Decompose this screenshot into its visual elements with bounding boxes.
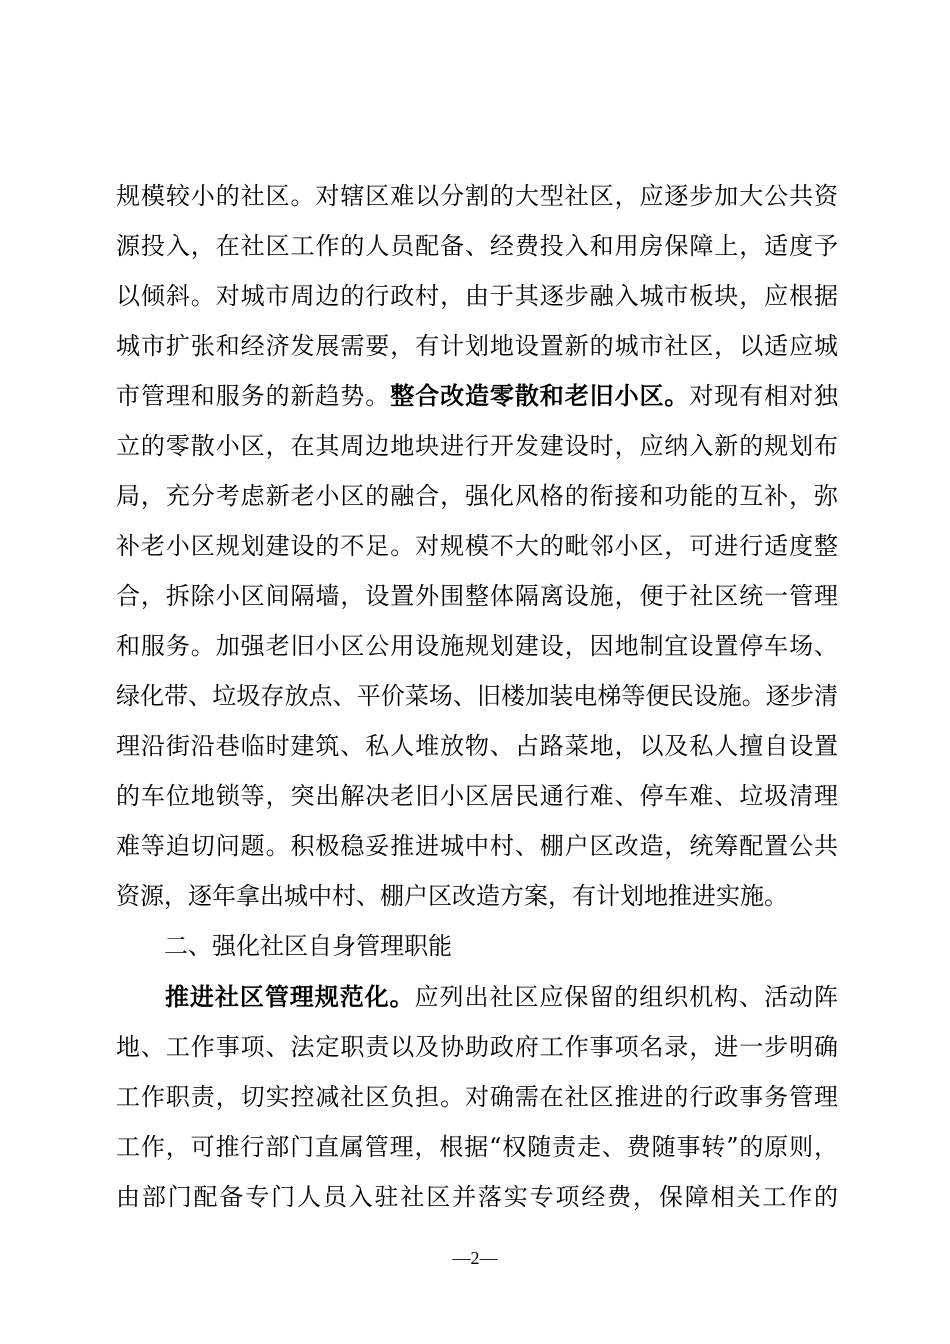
paragraph-line: 合，拆除小区间隔墙，设置外围整体隔离设施，便于社区统一管理: [116, 582, 838, 610]
line-text: 对现有相对独: [689, 382, 839, 410]
paragraph-line: 地、工作事项、法定职责以及协助政府工作事项名录，进一步明确: [116, 1033, 838, 1061]
paragraph-line: 的车位地锁等，突出解决老旧小区居民通行难、停车难、垃圾清理: [116, 782, 838, 810]
bold-subheading: 推进社区管理规范化。: [164, 982, 415, 1011]
paragraph-line: 由部门配备专门人员入驻社区并落实专项经费，保障相关工作的: [116, 1183, 838, 1211]
bold-subheading: 整合改造零散和老旧小区。: [390, 381, 690, 410]
line-text: 市管理和服务的新趋势。: [116, 382, 391, 410]
paragraph-line: 规模较小的社区。对辖区难以分割的大型社区，应逐步加大公共资: [116, 182, 838, 210]
paragraph-line: 资源，逐年拿出城中村、棚户区改造方案，有计划地推进实施。: [116, 882, 788, 910]
paragraph-line: 工作职责，切实控减社区负担。对确需在社区推进的行政事务管理: [116, 1083, 838, 1111]
line-text: 应列出社区应保留的组织机构、活动阵: [414, 983, 838, 1011]
paragraph-line: 绿化带、垃圾存放点、平价菜场、旧楼加装电梯等便民设施。逐步清: [116, 682, 838, 710]
paragraph-line: 立的零散小区，在其周边地块进行开发建设时，应纳入新的规划布: [116, 432, 838, 460]
paragraph-line: 和服务。加强老旧小区公用设施规划建设，因地制宜设置停车场、: [116, 632, 838, 660]
paragraph-line: [116, 380, 838, 412]
paragraph-line: 补老小区规划建设的不足。对规模不大的毗邻小区，可进行适度整: [116, 532, 838, 560]
paragraph-line: 城市扩张和经济发展需要，有计划地设置新的城市社区，以适应城: [116, 332, 838, 360]
paragraph-line: 难等迫切问题。积极稳妥推进城中村、棚户区改造，统筹配置公共: [116, 832, 838, 860]
paragraph-line: 局，充分考虑新老小区的融合，强化风格的衔接和功能的互补，弥: [116, 482, 838, 510]
paragraph-line: 理沿街沿巷临时建筑、私人堆放物、占路菜地，以及私人擅自设置: [116, 732, 838, 760]
paragraph-line: [116, 981, 838, 1013]
paragraph-line: 源投入，在社区工作的人员配备、经费投入和用房保障上，适度予: [116, 232, 838, 260]
paragraph-line: 以倾斜。对城市周边的行政村，由于其逐步融入城市板块，应根据: [116, 282, 838, 310]
page-number: —2—: [452, 1248, 498, 1268]
paragraph-line: 工作，可推行部门直属管理，根据“权随责走、费随事转”的原则，: [116, 1133, 838, 1161]
section-heading: 二、强化社区自身管理职能: [164, 932, 452, 960]
